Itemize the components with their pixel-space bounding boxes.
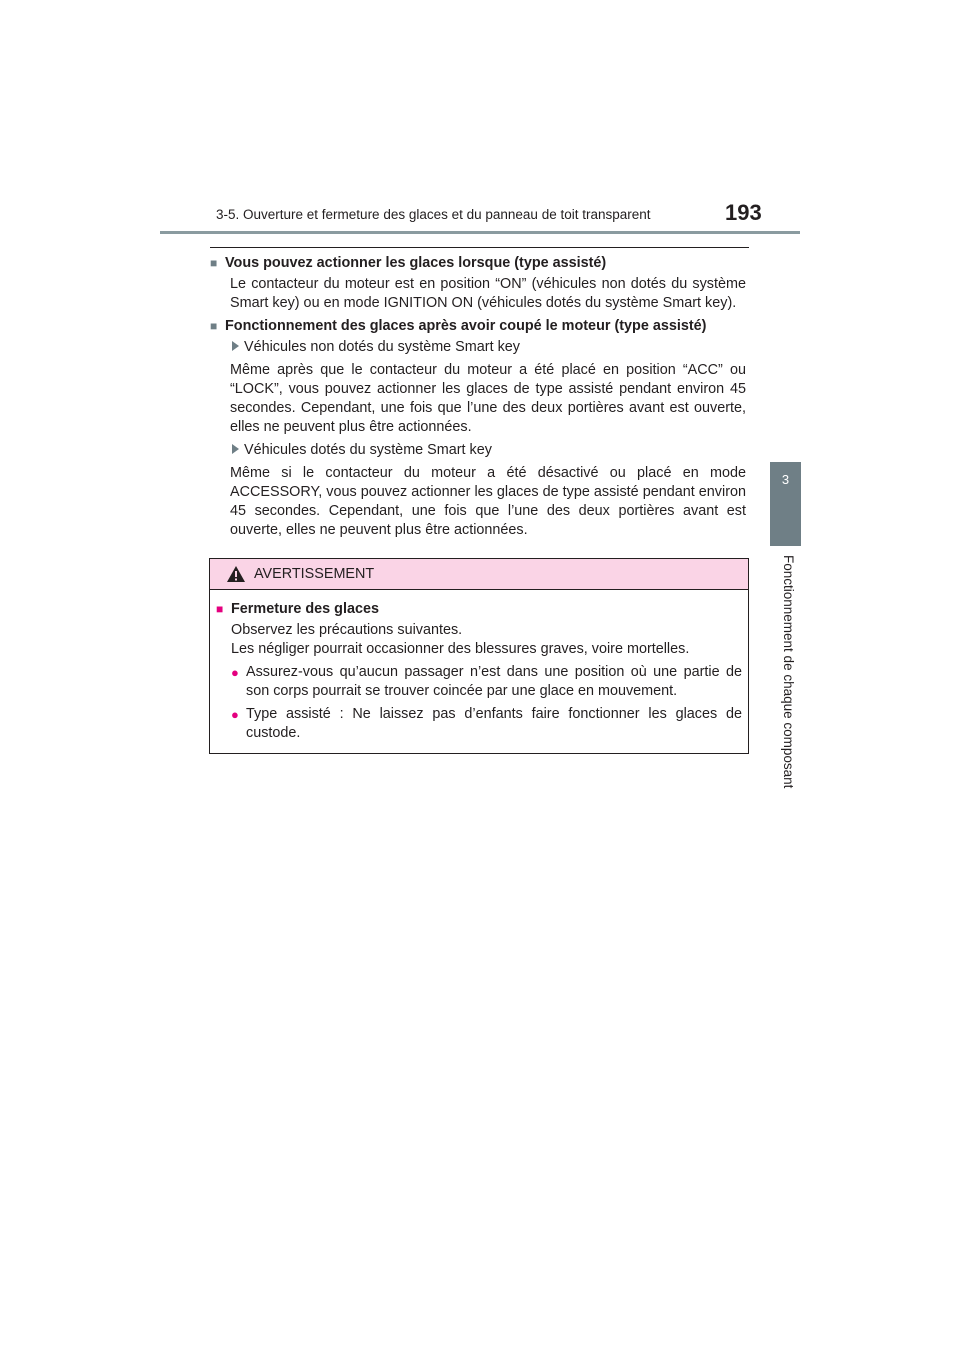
warning-bullet [231, 705, 742, 743]
square-bullet-icon: ■ [216, 602, 224, 616]
section-heading [210, 254, 746, 273]
sub-heading-text: Véhicules non dotés du système Smart key [244, 339, 520, 355]
warning-bullet-text: Type assisté : Ne laissez pas d’enfants faire fonctionner les glaces de custode. [246, 706, 742, 741]
warning-triangle-icon [226, 565, 246, 583]
section-title: 3-5. Ouverture et fermeture des glaces et du panneau de toit transparent [216, 207, 651, 222]
warning-header [210, 559, 748, 590]
circle-bullet-icon: ● [231, 707, 239, 722]
warning-title [216, 600, 742, 619]
header-rule [160, 231, 800, 234]
paragraph: Le contacteur du moteur est en position “ON” (véhicules non dotés du système Smart key) ou en mode IGNITION ON (véhicules dotés du système Smart key). [230, 276, 746, 311]
main-content [210, 254, 746, 544]
content-rule [210, 247, 749, 248]
warning-label: AVERTISSEMENT [254, 566, 375, 582]
page-number: 193 [725, 200, 762, 225]
warning-box [209, 558, 749, 754]
sub-heading [230, 441, 746, 460]
sub-heading [230, 338, 746, 357]
warning-line: Les négliger pourrait occasionner des blessures graves, voire mortelles. [231, 641, 690, 657]
circle-bullet-icon: ● [231, 665, 239, 680]
chapter-number: 3 [781, 472, 790, 487]
section-heading [210, 317, 746, 336]
chapter-title: Fonctionnement de chaque composant [781, 555, 796, 789]
warning-line: Observez les précautions suivantes. [231, 622, 463, 638]
warning-bullet-text: Assurez-vous qu’aucun passager n’est dans une position où une partie de son corps pourrait se trouver coincée par une glace en mouvement. [246, 664, 742, 699]
section-heading-text: Vous pouvez actionner les glaces lorsque (type assisté) [225, 255, 607, 271]
paragraph: Même après que le contacteur du moteur a été placé en position “ACC” ou “LOCK”, vous pouvez actionner les glaces de type assisté pendant environ 45 secondes. Cependant, une fois que l’une des deux portières avant est ouverte, elles ne peuvent plus être actionnées. [230, 362, 746, 435]
triangle-bullet-icon [232, 444, 239, 454]
sub-heading-text: Véhicules dotés du système Smart key [244, 442, 492, 458]
warning-title-text: Fermeture des glaces [231, 601, 379, 617]
paragraph: Même si le contacteur du moteur a été désactivé ou placé en mode ACCESSORY, vous pouvez actionner les glaces de type assisté pendant environ 45 secondes. Cependant, une fois que l’une des deux portières avant est ouverte, elles ne peuvent plus être actionnées. [230, 465, 746, 538]
warning-bullet [231, 663, 742, 701]
square-bullet-icon: ■ [210, 256, 218, 270]
section-heading-text: Fonctionnement des glaces après avoir coupé le moteur (type assisté) [225, 318, 707, 334]
square-bullet-icon: ■ [210, 319, 218, 333]
warning-body [210, 590, 748, 743]
triangle-bullet-icon [232, 341, 239, 351]
